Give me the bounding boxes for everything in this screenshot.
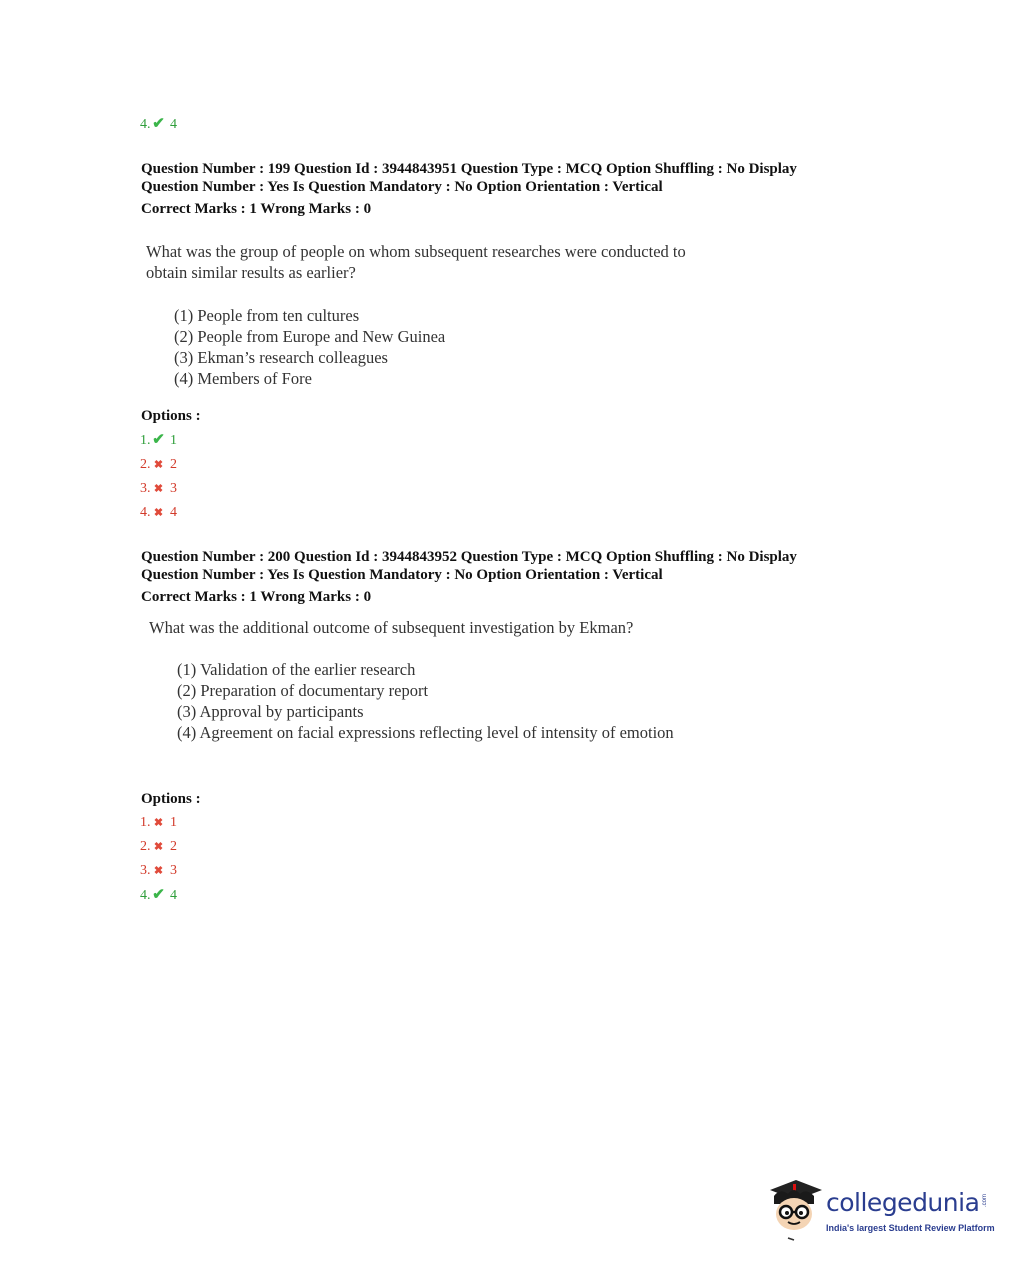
option-item xyxy=(140,453,177,477)
options-label: Options : xyxy=(141,791,201,807)
question-199-choices xyxy=(174,305,445,389)
mascot-icon xyxy=(766,1176,824,1242)
question-200-text xyxy=(149,617,633,638)
choice-item: (3) Approval by participants xyxy=(177,702,364,721)
brand-tagline: India's largest Student Review Platform xyxy=(826,1223,995,1233)
collegedunia-logo xyxy=(766,1176,996,1246)
option-item xyxy=(140,835,177,859)
option-value: 1 xyxy=(170,433,177,448)
cross-icon: ✖ xyxy=(153,507,164,519)
choice-item: (1) People from ten cultures xyxy=(174,306,360,325)
option-value: 1 xyxy=(170,815,177,830)
cross-icon: ✖ xyxy=(153,483,164,495)
question-199-text xyxy=(146,241,686,283)
option-number: 3. xyxy=(140,863,151,878)
option-number: 1. xyxy=(140,815,151,830)
option-item xyxy=(140,883,177,908)
meta-line: Question Number : Yes Is Question Mandatory : No Option Orientation : Vertical xyxy=(141,567,663,583)
choice-item: (2) People from Europe and New Guinea xyxy=(174,327,446,346)
brand-name: collegedunia xyxy=(826,1188,980,1217)
marks-line: Correct Marks : 1 Wrong Marks : 0 xyxy=(141,201,372,217)
question-text-line: obtain similar results as earlier? xyxy=(146,263,356,282)
option-item xyxy=(140,811,177,835)
option-number: 3. xyxy=(140,481,151,496)
marks-line: Correct Marks : 1 Wrong Marks : 0 xyxy=(141,589,372,605)
check-icon: ✔ xyxy=(152,887,165,903)
option-value: 4 xyxy=(170,888,177,903)
choice-item: (2) Preparation of documentary report xyxy=(177,681,429,700)
option-number: 1. xyxy=(140,433,151,448)
option-number: 4. xyxy=(140,117,151,132)
meta-line: Question Number : Yes Is Question Mandatory : No Option Orientation : Vertical xyxy=(141,179,663,195)
choice-item: (4) Members of Fore xyxy=(174,369,312,388)
cross-icon: ✖ xyxy=(153,817,164,829)
option-number: 2. xyxy=(140,457,151,472)
check-icon: ✔ xyxy=(152,432,165,448)
option-value: 3 xyxy=(170,863,177,878)
choice-item: (1) Validation of the earlier research xyxy=(177,660,416,679)
question-199-meta xyxy=(141,160,797,218)
choice-item: (4) Agreement on facial expressions reflecting level of intensity of emotion xyxy=(177,723,674,742)
option-item xyxy=(140,477,177,501)
option-item xyxy=(140,859,177,883)
question-text-line: What was the additional outcome of subsequent investigation by Ekman? xyxy=(149,618,634,637)
cross-icon: ✖ xyxy=(153,841,164,853)
option-number: 4. xyxy=(140,888,151,903)
option-value: 4 xyxy=(170,117,177,132)
option-value: 2 xyxy=(170,839,177,854)
options-label: Options : xyxy=(141,408,201,424)
choice-item: (3) Ekman’s research colleagues xyxy=(174,348,388,367)
option-number: 4. xyxy=(140,505,151,520)
question-200-options xyxy=(140,811,177,908)
meta-line: Question Number : 200 Question Id : 3944843952 Question Type : MCQ Option Shuffling : No Display xyxy=(141,549,797,565)
check-icon: ✔ xyxy=(152,116,165,132)
meta-line: Question Number : 199 Question Id : 3944843951 Question Type : MCQ Option Shuffling : No Display xyxy=(141,161,797,177)
cross-icon: ✖ xyxy=(153,865,164,877)
option-number: 2. xyxy=(140,839,151,854)
prev-answer-option-4 xyxy=(140,112,177,137)
option-value: 2 xyxy=(170,457,177,472)
question-200-meta xyxy=(141,548,797,606)
option-value: 3 xyxy=(170,481,177,496)
question-text-line: What was the group of people on whom subsequent researches were conducted to xyxy=(146,242,686,261)
cross-icon: ✖ xyxy=(153,459,164,471)
option-item xyxy=(140,501,177,525)
option-item xyxy=(140,428,177,453)
brand-domain: .com xyxy=(982,1194,988,1208)
question-199-options xyxy=(140,428,177,525)
option-value: 4 xyxy=(170,505,177,520)
question-200-choices xyxy=(177,659,674,743)
